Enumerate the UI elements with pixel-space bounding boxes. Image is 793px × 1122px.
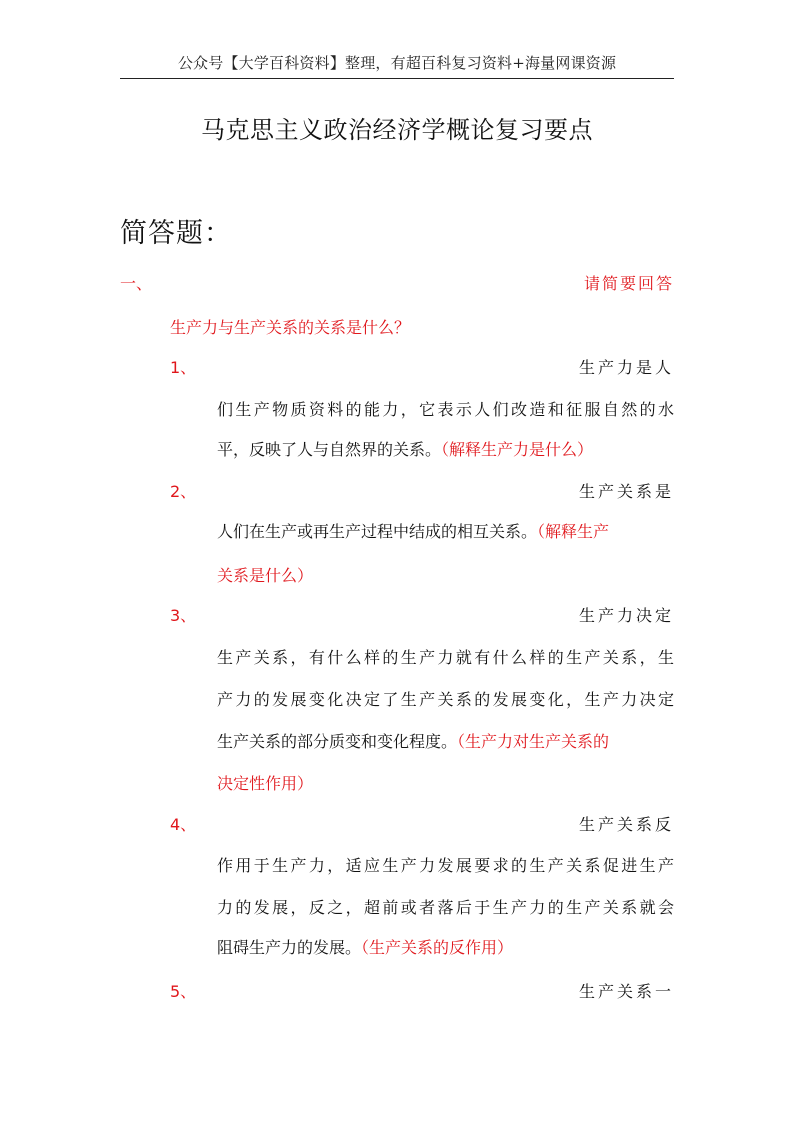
- point-annotation: 决定性作用）: [217, 774, 314, 793]
- point-line: [217, 936, 513, 960]
- document-title: 马克思主义政治经济学概论复习要点: [201, 116, 593, 144]
- point-line: [217, 438, 593, 462]
- point-lead: 生产力是人: [578, 358, 674, 377]
- point-number: 2、: [170, 482, 197, 501]
- point-lead: 生产关系是: [578, 482, 674, 501]
- point-annotation: 关系是什么）: [217, 566, 314, 585]
- point-lead: 生产关系一: [578, 982, 674, 1001]
- point-line: [217, 688, 674, 712]
- point-annotation: （生产力对生产关系的: [457, 732, 610, 751]
- point-line: [217, 854, 674, 878]
- point-annotation: （生产关系的反作用）: [361, 938, 514, 957]
- question-prompt-start: 请简要回答: [583, 274, 674, 293]
- point-text: 生产关系，有什么样的生产力就有什么样的生产关系，生: [217, 648, 674, 667]
- point-annotation: （解释生产: [537, 522, 610, 541]
- section-heading: 简答题：: [120, 218, 232, 249]
- point-annotation: （解释生产力是什么）: [441, 440, 594, 459]
- point-line: [217, 730, 609, 754]
- point-text: 力的发展，反之，超前或者落后于生产力的生产关系就会: [217, 898, 674, 917]
- point-number: 4、: [170, 815, 197, 834]
- point-line: [217, 646, 674, 670]
- point-lead: 生产力决定: [578, 606, 674, 625]
- point-text: 生产关系的部分质变和变化程度。: [217, 732, 458, 751]
- point-line: [217, 772, 313, 796]
- question-prompt-continued: 生产力与生产关系的关系是什么？: [170, 318, 411, 337]
- question-number: 一、: [120, 274, 153, 293]
- point-number: 1、: [170, 358, 197, 377]
- header-divider: [120, 78, 674, 79]
- point-text: 们生产物质资料的能力，它表示人们改造和征服自然的水: [217, 400, 674, 419]
- point-number: 5、: [170, 982, 197, 1001]
- point-line: [217, 520, 609, 544]
- point-text: 人们在生产或再生产过程中结成的相互关系。: [217, 522, 538, 541]
- header-text: 公众号【大学百科资料】整理，有超百科复习资料+海量网课资源: [177, 54, 617, 72]
- point-text: 产力的发展变化决定了生产关系的发展变化，生产力决定: [217, 690, 674, 709]
- point-number: 3、: [170, 606, 197, 625]
- point-text: 平，反映了人与自然界的关系。: [217, 440, 442, 459]
- point-line: [217, 896, 674, 920]
- point-line: [217, 398, 674, 422]
- point-text: 阻碍生产力的发展。: [217, 938, 362, 957]
- point-lead: 生产关系反: [578, 815, 674, 834]
- point-text: 作用于生产力，适应生产力发展要求的生产关系促进生产: [217, 856, 674, 875]
- point-line: [217, 564, 313, 588]
